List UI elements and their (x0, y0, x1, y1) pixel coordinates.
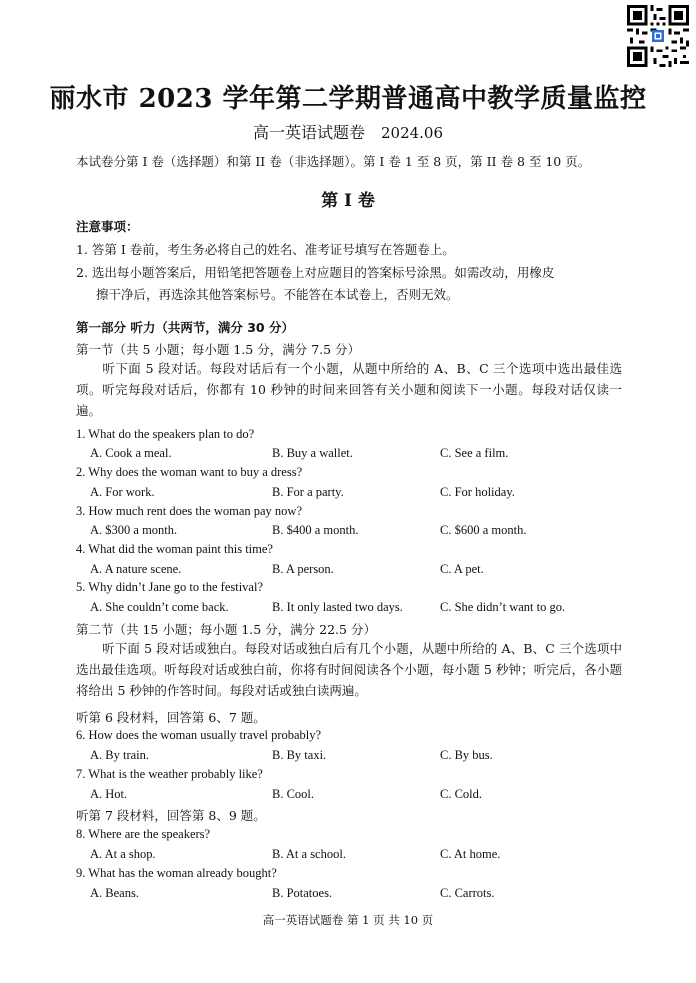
question-8: 8. Where are the speakers? (76, 827, 211, 841)
exam-title: 丽水市 2023 学年第二学期普通高中教学质量监控 (49, 84, 647, 114)
question-7: 7. What is the weather probably like? (76, 767, 263, 781)
q8-option-b: B. At a school. (272, 847, 346, 861)
q3-option-a: A. $300 a month. (90, 523, 178, 537)
exam-subtitle (0, 120, 696, 143)
part1-heading: 第一部分 听力（共两节，满分 30 分） (76, 320, 294, 335)
q6-option-a: A. By train. (90, 748, 150, 762)
q4-option-c: C. A pet. (440, 562, 484, 576)
material-6-label: 听第 6 段材料，回答第 6、7 题。 (76, 710, 266, 725)
q9-option-b: B. Potatoes. (272, 886, 333, 900)
q2-option-a: A. For work. (90, 485, 155, 499)
sec2-heading: 第二节（共 15 小题；每小题 1.5 分，满分 22.5 分） (76, 622, 376, 637)
q7-option-a: A. Hot. (90, 787, 128, 801)
q7-option-c: C. Cold. (440, 787, 483, 801)
q4-option-a: A. A nature scene. (90, 562, 182, 576)
q7-option-b: B. Cool. (272, 787, 315, 801)
sec1-instructions-text: 听下面 5 段对话。每段对话后有一个小题，从题中所给的 A、B、C 三个选项中选出最佳选项。听完每段对话后，你都有 10 秒钟的时间来回答有关小题和阅读下一小题。每段对话仅读一遍。 (76, 361, 622, 418)
sec2-instructions-text: 听下面 5 段对话或独白。每段对话或独白后有几个小题，从题中所给的 A、B、C 三个选项中选出最佳选项。听每段对话或独白前，你将有时间阅读各个小题，每小题 5 秒钟；听完后，各小题将给出 5 秒钟的作答时间。每段对话或独白读两遍。 (76, 641, 622, 698)
q3-option-b: B. $400 a month. (272, 523, 359, 537)
q5-option-b: B. It only lasted two days. (272, 600, 403, 614)
subject-title: 高一英语试题卷 (252, 123, 365, 142)
exam-date: 2024.06 (380, 124, 444, 142)
question-3: 3. How much rent does the woman pay now? (76, 504, 302, 518)
q5-option-c: C. She didn’t want to go. (440, 600, 566, 614)
q8-option-a: A. At a shop. (90, 847, 156, 861)
question-2: 2. Why does the woman want to buy a dress? (76, 465, 303, 479)
question-4: 4. What did the woman paint this time? (76, 542, 273, 556)
q1-option-b: B. Buy a wallet. (272, 446, 353, 460)
q1-option-c: C. See a film. (440, 446, 509, 460)
q2-option-c: C. For holiday. (440, 485, 515, 499)
note-item-2: 2. 选出每小题答案后，用铅笔把答题卷上对应题目的答案标号涂黑。如需改动，用橡皮 (76, 265, 555, 280)
question-5: 5. Why didn’t Jane go to the festival? (76, 580, 263, 594)
question-1: 1. What do the speakers plan to do? (76, 427, 255, 441)
q6-option-b: B. By taxi. (272, 748, 327, 762)
section-heading: 第 I 卷 (321, 191, 375, 211)
q9-option-c: C. Carrots. (440, 886, 495, 900)
qr-code-icon (627, 5, 689, 67)
sec1-instructions (76, 358, 622, 421)
question-9: 9. What has the woman already bought? (76, 866, 277, 880)
exam-intro: 本试卷分第 I 卷（选择题）和第 II 卷（非选择题）。第 I 卷 1 至 8 页，第 II 卷 8 至 10 页。 (76, 154, 591, 169)
question-6: 6. How does the woman usually travel probably? (76, 728, 322, 742)
q5-option-a: A. She couldn’t come back. (90, 600, 229, 614)
material-7-label: 听第 7 段材料，回答第 8、9 题。 (76, 808, 266, 823)
q9-option-a: A. Beans. (90, 886, 139, 900)
page-footer: 高一英语试题卷 第 1 页 共 10 页 (262, 913, 434, 927)
q3-option-c: C. $600 a month. (440, 523, 527, 537)
q2-option-b: B. For a party. (272, 485, 344, 499)
note-item-2-cont: 擦干净后，再选涂其他答案标号。不能答在本试卷上，否则无效。 (96, 287, 459, 302)
sec2-instructions (76, 638, 622, 701)
note-item-1: 1. 答第 I 卷前，考生务必将自己的姓名、准考证号填写在答题卷上。 (76, 242, 455, 257)
notes-label: 注意事项： (76, 219, 139, 234)
q6-option-c: C. By bus. (440, 748, 493, 762)
sec1-heading: 第一节（共 5 小题；每小题 1.5 分，满分 7.5 分） (76, 342, 361, 357)
q8-option-c: C. At home. (440, 847, 501, 861)
q4-option-b: B. A person. (272, 562, 334, 576)
q1-option-a: A. Cook a meal. (90, 446, 172, 460)
